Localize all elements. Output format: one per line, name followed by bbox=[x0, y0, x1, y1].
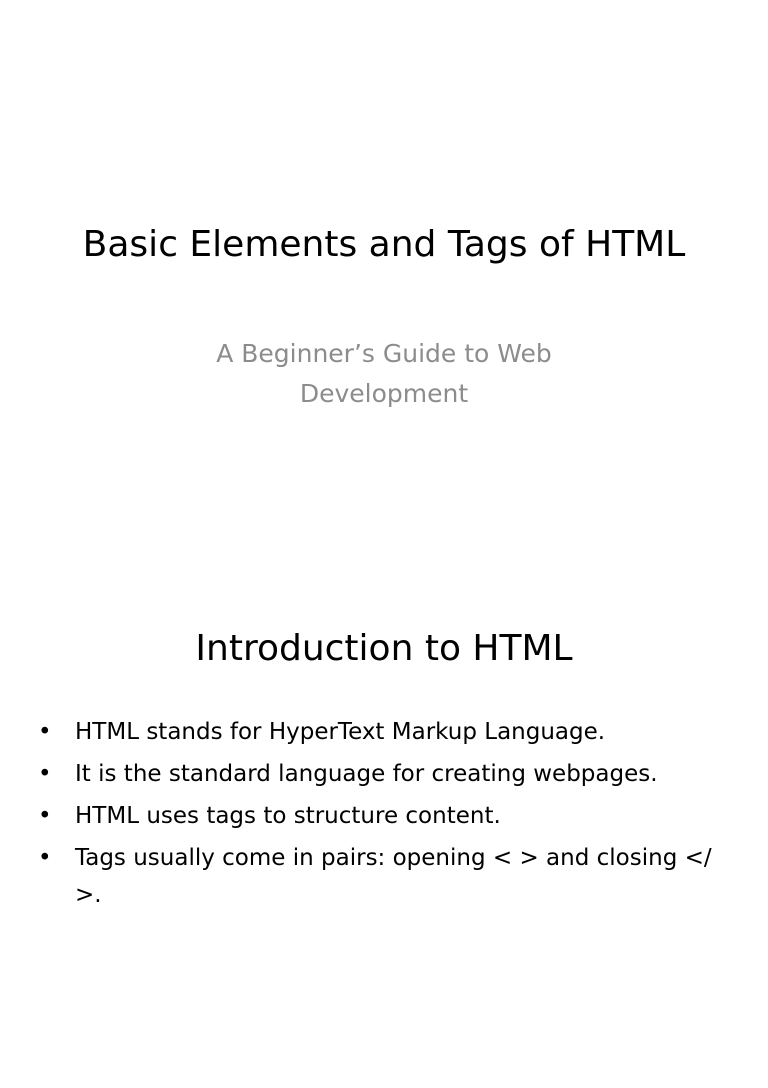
title-slide bbox=[0, 0, 768, 512]
bullet-icon: • bbox=[38, 845, 52, 871]
bullet-icon: • bbox=[38, 803, 52, 829]
bullet-text: Tags usually come in pairs: opening < > and closing </ >. bbox=[75, 845, 712, 908]
slide-title: Basic Elements and Tags of HTML bbox=[82, 224, 686, 265]
slide-title: Introduction to HTML bbox=[195, 628, 573, 669]
bullet-text: HTML uses tags to structure content. bbox=[75, 803, 501, 829]
list-item bbox=[38, 840, 728, 914]
bullet-icon: • bbox=[38, 761, 52, 787]
bullet-list bbox=[38, 714, 728, 919]
list-item bbox=[38, 714, 728, 751]
bullet-text: It is the standard language for creating webpages. bbox=[75, 761, 658, 787]
list-item bbox=[38, 798, 728, 835]
bullet-icon: • bbox=[38, 719, 52, 745]
slide-subtitle: A Beginner’s Guide to Web Development bbox=[216, 339, 552, 408]
list-item bbox=[38, 756, 728, 793]
content-slide bbox=[0, 576, 768, 1088]
bullet-text: HTML stands for HyperText Markup Language. bbox=[75, 719, 606, 745]
